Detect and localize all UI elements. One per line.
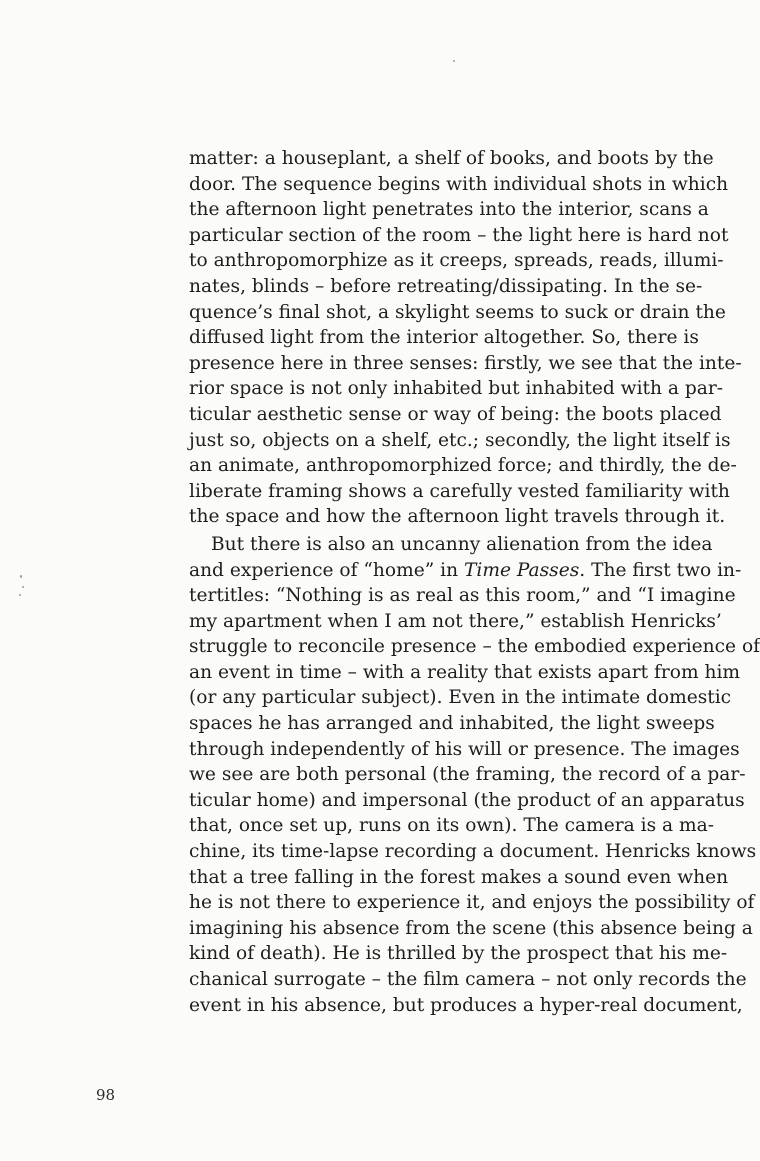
- text-line: the afternoon light penetrates into the interior, scans a: [189, 199, 709, 221]
- text-line: an event in time – with a reality that exists apart from him: [189, 661, 741, 683]
- text-line: the space and how the afternoon light travels through it.: [189, 506, 726, 528]
- text-line: struggle to reconcile presence – the embodied experience of: [189, 636, 760, 658]
- text-line: chanical surrogate – the film camera – not only records the: [189, 969, 747, 990]
- text-line: my apartment when I am not there,” establish Henricks’: [189, 610, 722, 632]
- scan-speck: [20, 575, 22, 578]
- paragraph: [189, 146, 742, 530]
- page-number: 98: [96, 1086, 116, 1104]
- text-line: that, once set up, runs on its own). The camera is a ma-: [189, 815, 715, 837]
- text-line: liberate framing shows a carefully vested familiarity with: [189, 480, 730, 502]
- text-line: kind of death). He is thrilled by the prospect that his me-: [189, 943, 728, 965]
- scan-speck: [19, 594, 21, 596]
- scan-speck: [453, 60, 455, 62]
- scan-speck: [22, 586, 24, 588]
- text-line: an animate, anthropomorphized force; and thirdly, the de-: [189, 455, 737, 477]
- text-line: matter: a houseplant, a shelf of books, and boots by the: [189, 148, 714, 169]
- text-line: imagining his absence from the scene (this absence being a: [189, 917, 753, 939]
- text-line: he is not there to experience it, and enjoys the possibility of: [189, 892, 755, 914]
- text-line: But there is also an uncanny alienation from the idea: [211, 533, 713, 555]
- text-line: door. The sequence begins with individual shots in which: [189, 173, 729, 195]
- text-line: nates, blinds – before retreating/dissipating. In the se-: [189, 275, 703, 297]
- text-line: that a tree falling in the forest makes a sound even when: [189, 866, 729, 888]
- body-text: [189, 146, 760, 1018]
- text-line: tertitles: “Nothing is as real as this room,” and “I imagine: [189, 585, 736, 607]
- text-line: quence’s final shot, a skylight seems to suck or drain the: [189, 301, 726, 323]
- text-line: we see are both personal (the framing, the record of a par-: [189, 764, 746, 786]
- text-line: just so, objects on a shelf, etc.; secondly, the light itself is: [189, 429, 731, 451]
- text-line: event in his absence, but produces a hyper-real document,: [189, 994, 743, 1016]
- text-line: through independently of his will or presence. The images: [189, 738, 740, 760]
- text-line: spaces he has arranged and inhabited, the light sweeps: [189, 713, 715, 735]
- text-line: and experience of “home” in Time Passes. The first two in-: [189, 559, 742, 581]
- text-line: presence here in three senses: firstly, we see that the inte-: [189, 352, 742, 374]
- text-line: to anthropomorphize as it creeps, spreads, reads, illumi-: [189, 250, 724, 272]
- text-line: ticular home) and impersonal (the product of an apparatus: [189, 789, 745, 811]
- text-line: particular section of the room – the light here is hard not: [189, 224, 729, 246]
- text-line: ticular aesthetic sense or way of being: the boots placed: [189, 403, 722, 425]
- text-line: (or any particular subject). Even in the intimate domestic: [189, 687, 732, 709]
- text-line: diffused light from the interior altogether. So, there is: [189, 327, 699, 349]
- text-line: chine, its time-lapse recording a document. Henricks knows: [189, 841, 757, 863]
- paragraph: [189, 532, 760, 1018]
- text-line: rior space is not only inhabited but inhabited with a par-: [189, 378, 724, 400]
